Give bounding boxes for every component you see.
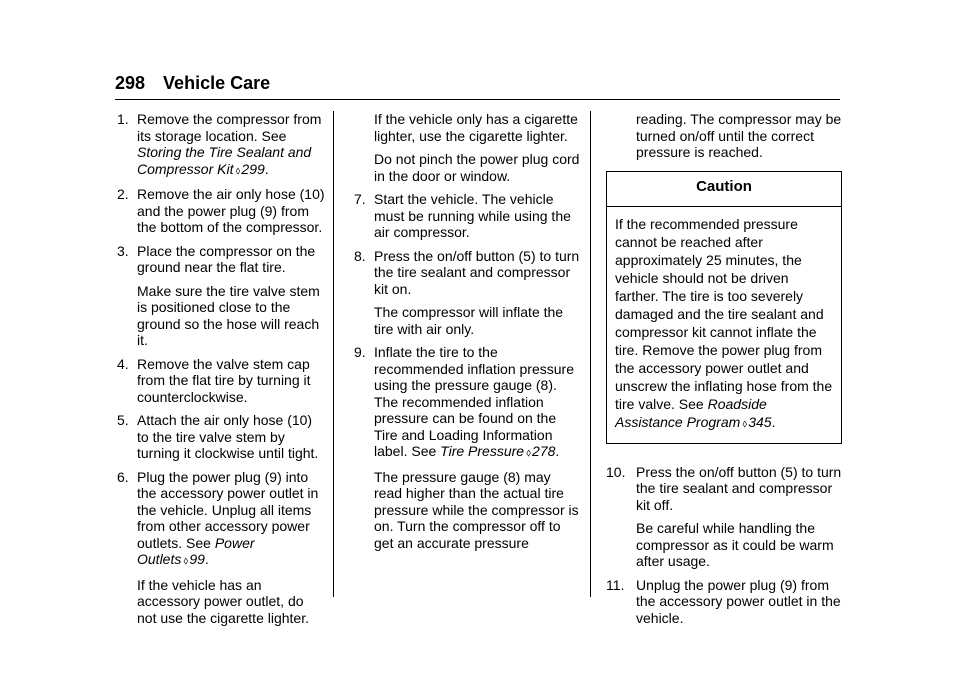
step-text: Attach the air only hose (10) to the tire valve stem by turning it clockwise until tight. <box>137 412 319 461</box>
step-10 <box>606 464 842 570</box>
step-text: Place the compressor on the ground near the flat tire. <box>137 242 316 275</box>
step-2 <box>115 186 325 236</box>
caution-title: Caution <box>607 172 841 207</box>
step-number: 5. <box>117 412 129 428</box>
column-2 <box>352 111 580 558</box>
step-7 <box>352 191 580 241</box>
step-1: 1. Remove the compressor from its storage location. See Storing the Tire Sealant and Compressor Kit ⬨299. <box>115 111 325 179</box>
page-ref-icon: ⬨ <box>235 164 241 177</box>
page-ref-icon: ⬨ <box>183 555 189 567</box>
cross-reference-link[interactable]: Storing the Tire Sealant and Compressor Kit <box>137 144 312 177</box>
step-text: Remove the air only hose (10) and the power plug (9) from the bottom of the compressor. <box>137 186 325 235</box>
step-text: Unplug the power plug (9) from the accessory power outlet in the vehicle. <box>636 576 841 626</box>
step-note: Do not pinch the power plug cord in the door or window. <box>374 151 580 184</box>
column-3 <box>606 111 842 633</box>
step-number: 7. <box>354 191 366 207</box>
step-note: The pressure gauge (8) may read higher than the actual tire pressure while the compressor is on. Turn the compressor off to get an accurate pressure <box>374 468 579 551</box>
step-number: 11. <box>606 576 625 593</box>
page-ref-number[interactable]: 345 <box>748 413 772 430</box>
section-title: Vehicle Care <box>163 73 271 93</box>
step-text: Press the on/off button (5) to turn the tire sealant and compressor kit off. <box>636 463 842 513</box>
step-number: 9. <box>354 344 366 360</box>
page-ref-number[interactable]: 99 <box>189 551 205 567</box>
step-text: Plug the power plug (9) into the accessory power outlet in the vehicle. Unplug all items from other accessory power outlets. See <box>137 468 319 551</box>
column-divider <box>333 111 334 597</box>
step-note: Be careful while handling the compressor as it could be warm after usage. <box>636 520 834 569</box>
step-note: If the vehicle only has a cigarette lighter, use the cigarette lighter. <box>374 111 578 144</box>
step-note: Make sure the tire valve stem is positioned close to the ground so the hose will reach it. <box>137 282 320 348</box>
page-ref-icon: ⬨ <box>742 417 748 430</box>
step-number: 3. <box>117 242 129 259</box>
step-number: 2. <box>117 186 129 202</box>
step-number: 10. <box>606 463 626 480</box>
step-text: Press the on/off button (5) to turn the tire sealant and compressor kit on. <box>374 247 580 297</box>
step-text: Remove the valve stem cap from the flat tire by turning it counterclockwise. <box>137 355 311 405</box>
column-1 <box>115 111 325 633</box>
step-number: 8. <box>354 247 366 264</box>
step-9: 9. Inflate the tire to the recommended inflation pressure using the pressure gauge (8). The recommended inflation pressure can be found on the Tire and Loading Information label. See Tire Pressure ⬨278. The pressure gauge (8) may read higher than the actual tire pressure while the compressor is on. Turn the compressor off to get an accurate pressure <box>354 344 579 551</box>
step-8 <box>352 248 580 338</box>
step-note: The compressor will inflate the tire with air only. <box>374 304 564 337</box>
step-note: If the vehicle has an accessory power outlet, do not use the cigarette lighter. <box>137 576 309 626</box>
step-3 <box>115 243 325 349</box>
step-note: reading. The compressor may be turned on/off until the correct pressure is reached. <box>636 111 842 160</box>
page-header <box>115 72 840 94</box>
caution-body: If the recommended pressure cannot be reached after approximately 25 minutes, the vehicle should not be driven farther. The tire is too severely damaged and the tire sealant and compressor kit cannot inflate the tire. Remove the power plug from the accessory power outlet and unscrew the inflating hose from the tire valve. See Roadside Assistance Program ⬨345. <box>615 215 833 430</box>
step-number: 4. <box>117 355 129 372</box>
step-5 <box>115 412 325 462</box>
page-number: 298 <box>115 73 146 93</box>
cross-reference-link[interactable]: Tire Pressure <box>440 443 525 459</box>
page-ref-number[interactable]: 278 <box>532 443 556 459</box>
step-11 <box>606 577 842 627</box>
caution-box <box>606 171 842 444</box>
cross-reference-link[interactable]: Roadside Assistance Program <box>615 395 767 430</box>
page-ref-icon: ⬨ <box>526 447 532 459</box>
step-text: Start the vehicle. The vehicle must be running while using the air compressor. <box>374 191 571 240</box>
step-number: 6. <box>117 468 129 485</box>
cross-reference-link[interactable]: Power Outlets <box>137 534 255 567</box>
page-ref-number[interactable]: 299 <box>241 160 265 177</box>
step-text: Remove the compressor from its storage location. See <box>137 111 322 144</box>
step-6: 6. Plug the power plug (9) into the accessory power outlet in the vehicle. Unplug all items from other accessory power outlets. See Power Outlets ⬨99. If the vehicle has an accessory power outlet, do not use the cigarette lighter. <box>115 469 325 627</box>
caution-text: If the recommended pressure cannot be reached after approximately 25 minutes, the vehicle should not be driven farther. The tire is too severely damaged and the tire sealant and compressor kit cannot inflate the tire. Remove the power plug from the accessory power outlet and unscrew the inflating hose from the tire valve. See <box>615 215 833 412</box>
header-rule <box>115 99 840 100</box>
column-divider <box>590 111 591 597</box>
step-number: 1. <box>117 111 129 127</box>
step-text: Inflate the tire to the recommended inflation pressure using the pressure gauge (8). The recommended inflation pressure can be found on the Tire and Loading Information label. See <box>374 344 574 459</box>
step-4 <box>115 356 325 406</box>
